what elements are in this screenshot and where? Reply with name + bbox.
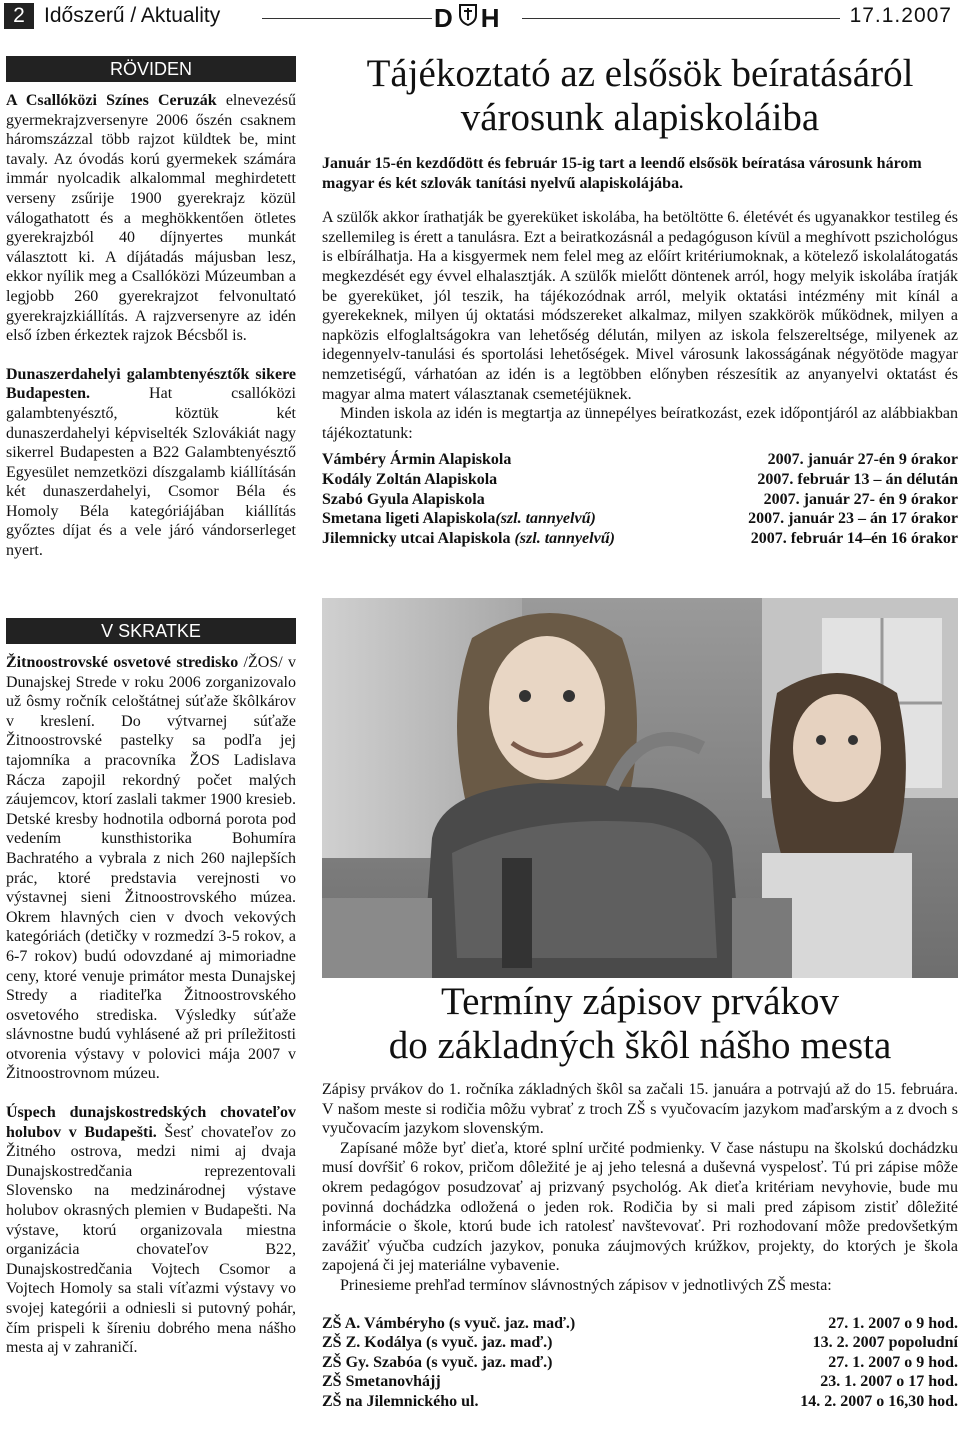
schedule-note: (szl. tannyelvű) <box>514 529 615 547</box>
coat-of-arms-icon <box>457 2 479 34</box>
roviden-p2-text: Hat csallóközi galambtenyésztő, köztük két dunaszerdahelyi képviselték Szlovákiát nagy sikerrel Budapesten a B22 Galambtenyésztő Egyesület nemzetközi díszgalamb kiállításán két dunaszerdahelyi, Csomor Béla és Homoly Béla kategóriájában kiállítás győztes díjat és a vele járó vándorserleget nyert. <box>6 385 296 560</box>
schedule-school: ZŠ A. Vámbéryho (s vyuč. jaz. maď.) <box>322 1314 576 1332</box>
page-header <box>0 0 960 36</box>
slovak-article-title <box>322 980 958 1068</box>
schedule-school: Kodály Zoltán Alapiskola <box>322 470 498 488</box>
schedule-date: 2007. január 27- én 9 órakor <box>763 490 958 508</box>
schoolchildren-photo <box>322 598 958 978</box>
section-title: Időszerű / Aktuality <box>44 4 221 27</box>
roviden-paragraph-2 <box>6 365 296 561</box>
sk-title-line-1: Termíny zápisov prvákov <box>441 980 839 1023</box>
page-number: 2 <box>4 3 34 29</box>
schedule-date: 2007. február 14–én 16 órakor <box>750 529 958 547</box>
logo-letter-d: D <box>434 3 455 33</box>
slovak-article-body-1: Zápisy prvákov do 1. ročníka základných škôl sa začali 15. januára a potrvajú až do 15. februára. V našom meste si rodičia môžu vybrať z troch ZŠ s vyučovacím jazykom maďarským a z dvoch s vyučovacím jazykom slovenským. <box>322 1081 958 1138</box>
schedule-row <box>322 470 958 490</box>
schedule-date: 14. 2. 2007 o 16,30 hod. <box>800 1392 958 1410</box>
skratke-p1-text: /ŽOS/ v Dunajskej Strede v roku 2006 zorganizovalo už ôsmy ročník celoštátnej súťaže škôlkárov v kreslení. Do výtvarnej súťaže Žitnoostrovské pastelky sa podľa jej tajomníka a pracovníka ŽOS Ladislava Rácza zapojil rekordný počet malých záujemcov, ktorí zaslali takmer 1900 kresieb. Detské kresby hodnotila odborná porota pod vedením kunsthistorika Bohumíra Bachratého a vybrala z nich 260 najlepších prác, ktoré predstavia verejnosti vo výstavnej sieni Žitnoostrovského múzea. Okrem hlavných cien v dvoch vekových kategóriách (detičky v rozmedzí 3-5 rokov, a 6-7 rokov) budú odovzdané aj mimoriadne ceny, ktoré venuje primátor mesta Dunajskej Stredy a riaditeľka Žitnoostrovského osvetového strediska. Výsledky súťaže slávnostne budú vyhlásené až pri príležitosti otvorenia výstavy v polovici mája 2007 v Žitnoostrovnom múzeu. <box>6 654 296 1083</box>
logo-letter-h: H <box>480 3 502 33</box>
schedule-note: (szl. tannyelvű) <box>495 510 596 528</box>
schedule-school: ZŠ na Jilemnického ul. <box>322 1392 479 1410</box>
schedule-date: 13. 2. 2007 popoludní <box>812 1334 958 1352</box>
hungarian-article-title <box>322 52 958 140</box>
schedule-school: Szabó Gyula Alapiskola <box>322 490 485 508</box>
header-rule-right <box>522 18 840 19</box>
hungarian-article <box>322 52 958 548</box>
schedule-row <box>322 1333 958 1353</box>
schedule-row <box>322 1392 958 1412</box>
schedule-school: ZŠ Z. Kodálya (s vyuč. jaz. maď.) <box>322 1334 553 1352</box>
issue-date: 17.1.2007 <box>849 4 952 27</box>
skratke-paragraph-2 <box>6 1103 296 1358</box>
skratke-box <box>6 618 296 1358</box>
roviden-p1-bold: A Csallóközi Színes Ceruzák <box>6 92 217 109</box>
schedule-date: 27. 1. 2007 o 9 hod. <box>828 1353 958 1371</box>
hungarian-article-body-1: A szülők akkor írathatják be gyereküket iskolába, ha betöltötte 6. életévét és ugyanakkor testileg és szellemileg is érett a tanulásra. Ezt a beiratkozásnál a pedagóguson kívül a meghívott pszichológus is elbírálhatja. Ha a kisgyermek nem felel meg az előírt kritériumoknak, a kötelező iskolalátogatás megkezdését egy évvel elhalasztják. A szülők mielőtt döntenek arról, hogy melyik iskolába íratják be gyereküket, jól teszik, ha tájékozódnak arról, melyik oktatási intézmény mit kínál a gyerekeknek, milyen új oktatási módszereket alkalmaz, milyen szakkörök működnek, milyen a napközis elfoglaltságokra van lehetőség délután, milyen az iskola felszereltsége, milyenek az idegennyelv-tanulási és sportolási lehetőségek. Mivel városunk lakosságának négyötöde magyar nemzetiségű, várhatóan az idén is a legtöbben előnyben részesítik az anyanyelvi oktatást és magyar alma matert választanak csemetéjüknek. <box>322 209 958 403</box>
slovak-article-body-2: Zapísané môže byť dieťa, ktoré splní určité podmienky. V čase nástupu na školskú dochádzku musí dovŕšiť 6 rokov, pričom dôležité je aj jeho telesná a duševná vyspelosť. Tú pri zápise môže okrem pedagógov posudzovať aj prizvaný psychológ. Ak dieťa kritériam nevyhovie, bude mu povinná dochádzka odložená o jeden rok. Rodičia by si mali pred zápisom zistiť dôležité informácie o škole, ktorú bude ich ratolesť navštevovať. Pri rozhodovaní môže predovšetkým zavážiť výučba cudzích jazykov, ponuka záujmových krúžkov, projekty, do ktorých je škola zapojená či jej materiálne vybavenie. <box>322 1139 958 1275</box>
slovak-article-body-3: Prinesieme prehľad termínov slávnostných zápisov v jednotlivých ZŠ mesta: <box>340 1276 832 1294</box>
schedule-date: 27. 1. 2007 o 9 hod. <box>828 1314 958 1332</box>
schedule-row <box>322 1353 958 1373</box>
roviden-heading: RÖVIDEN <box>6 56 296 82</box>
schedule-school: Smetana ligeti Alapiskola <box>322 510 496 528</box>
schedule-school: Vámbéry Ármin Alapiskola <box>322 451 512 469</box>
hungarian-enrollment-schedule <box>322 450 958 548</box>
sk-title-line-2: do základných škôl nášho mesta <box>388 1024 892 1067</box>
hungarian-article-lead: Január 15-én kezdődött és február 15-ig tart a leendő elsősök beíratása városunk három magyar és két szlovák tanítási nyelvű alapiskolájába. <box>322 155 922 192</box>
skratke-heading: V SKRATKE <box>6 618 296 644</box>
roviden-p2-bold: Dunaszerdahelyi galambtenyésztők sikere Budapesten. <box>6 365 296 403</box>
schedule-row <box>322 490 958 510</box>
header-rule-left <box>262 18 432 19</box>
newspaper-logo <box>434 4 520 32</box>
slovak-enrollment-schedule <box>322 1314 958 1412</box>
roviden-paragraph-1 <box>6 91 296 346</box>
hungarian-article-body-2: Minden iskola az idén is megtartja az ünnepélyes beíratkozást, ezek időpontjáról az alábbiakban tájékoztatunk: <box>322 405 958 442</box>
skratke-p2-text: Šesť chovateľov zo Žitného ostrova, medzi nimi aj dvaja Dunajskostredčania reprezentovali Slovensko na medzinárodnej výstave holubov okrasných plemien v Budapešti. Na výstave, ktorú organizovala miestna organizácia chovateľov B22, Dunajskostredčania Vojtech Csomor a Vojtech Homoly sa stali víťazmi výstavy vo svojej kategórii a odniesli si putovný pohár, čím prispeli k šíreniu dobrého mena nášho mesta aj v zahraničí. <box>6 1123 296 1357</box>
schedule-date: 2007. február 13 – án délután <box>757 470 958 488</box>
schedule-row <box>322 529 958 549</box>
hu-title-line-2: városunk alapiskoláiba <box>460 96 820 139</box>
schedule-date: 2007. január 23 – án 17 órakor <box>748 510 958 528</box>
roviden-p1-text: elnevezésű gyermekrajzversenyre 2006 őszén csaknem háromszázzal több rajzot küldtek be, mint tavaly. Az óvodás korú gyermekek számára immár nyolcadik alkalommal meghirdetett verseny zsűrije 1900 gyerekrajz közül válogathatott és a meghökkentően ötletes gyerekrajzból 40 díjnyertes munkát választott ki. A díjátadás májusban lesz, ekkor nyílik meg a Csallóközi Múzeumban a legjobb 260 gyerekrajzot felvonultató gyerekrajzkiállítás. A rajzversenyre az idén első ízben érkeztek rajzok Bécsből is. <box>6 92 296 345</box>
roviden-box <box>6 56 296 561</box>
schedule-school: Jilemnicky utcai Alapiskola <box>322 529 515 547</box>
skratke-p2-bold: Úspech dunajskostredských chovateľov holubov v Budapešti. <box>6 1104 296 1141</box>
slovak-article <box>322 980 958 1412</box>
schedule-date: 23. 1. 2007 o 17 hod. <box>820 1373 958 1391</box>
hu-title-line-1: Tájékoztató az elsősök beíratásáról <box>366 52 914 95</box>
schedule-school: ZŠ Gy. Szabóa (s vyuč. jaz. maď.) <box>322 1353 553 1371</box>
schedule-row <box>322 1314 958 1334</box>
schedule-school: ZŠ Smetanovhájj <box>322 1373 441 1391</box>
schedule-row <box>322 1372 958 1392</box>
schedule-row <box>322 509 958 529</box>
schedule-row <box>322 450 958 470</box>
skratke-paragraph-1 <box>6 653 296 1084</box>
schedule-date: 2007. január 27-én 9 órakor <box>767 451 958 469</box>
skratke-p1-bold: Žitnoostrovské osvetové stredisko <box>6 654 239 671</box>
